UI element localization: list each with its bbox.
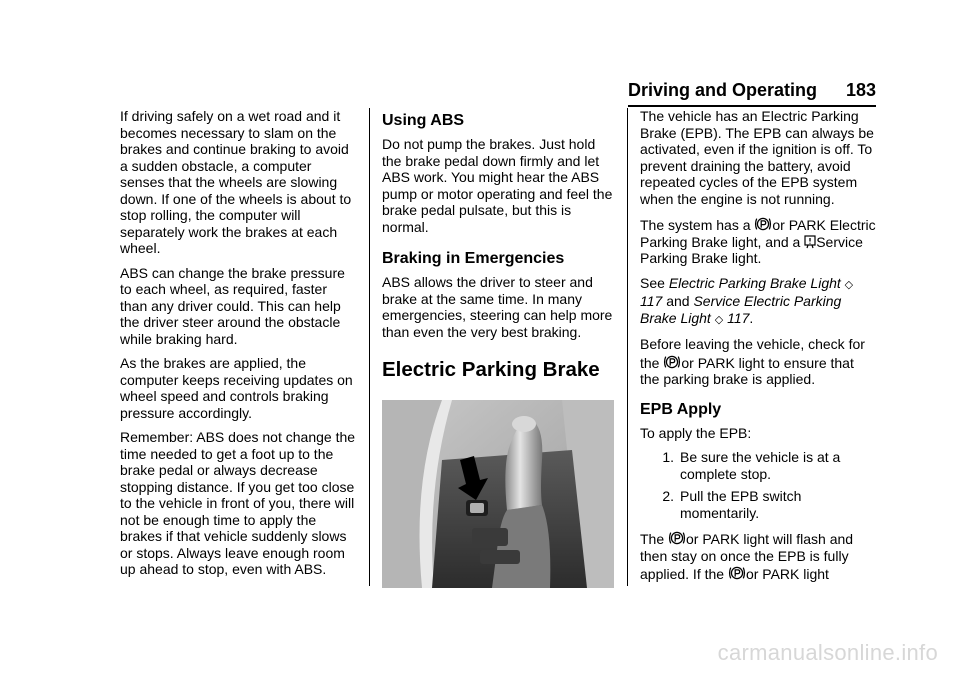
page-number: 183 xyxy=(845,80,876,100)
heading-epb-apply: EPB Apply xyxy=(640,400,722,418)
header-rule xyxy=(628,105,876,107)
paragraph: ABS can change the brake pressure to each wheel, as required, faster than any driver could. This can help the driver steer around the obstacle while braking hard. xyxy=(120,264,345,347)
reference-arrow-icon: ◇ xyxy=(844,278,854,291)
paragraph: See Electric Parking Brake Light ◇ 117 and Service Electric Parking Brake Light ◇ 117. xyxy=(640,274,854,326)
park-brake-icon xyxy=(754,215,772,233)
reference-link[interactable]: Service Electric Parking Brake Light xyxy=(640,293,842,326)
paragraph: As the brakes are applied, the computer keeps receiving updates on wheel speed and controls braking pressure accordingly. xyxy=(120,355,353,421)
paragraph: ABS allows the driver to steer and brake at the same time. In many emergencies, steering can help more than even the very best braking. xyxy=(382,274,613,340)
watermark: carmanualsonline.info xyxy=(717,640,938,665)
paragraph: Do not pump the brakes. Just hold the brake pedal down firmly and let ABS work. You might hear the ABS pump or motor operating and feel the brake pedal pulsate, but this is normal. xyxy=(382,136,613,235)
reference-page[interactable]: 117 xyxy=(727,309,750,326)
park-brake-icon xyxy=(663,353,681,371)
paragraph: Remember: ABS does not change the time needed to get a foot up to the brake pedal or always decrease stopping distance. If you get too close to the vehicle in front of you, there will not be enough time to apply the brakes if that vehicle suddenly slows or stops. Always leave enough room up ahead to stop, even with ABS. xyxy=(120,429,356,577)
heading-using-abs: Using ABS xyxy=(382,112,465,129)
steps-list xyxy=(640,449,876,521)
heading-braking-emergencies: Braking in Emergencies xyxy=(382,250,565,267)
paragraph: To apply the EPB: xyxy=(640,424,752,441)
section-title: Driving and Operating xyxy=(628,80,818,100)
page-header xyxy=(628,80,876,101)
reference-page[interactable]: 117 xyxy=(640,293,663,309)
paragraph: The vehicle has an Electric Parking Brake (EPB). The EPB can always be activated, even if the ignition is off. To prevent draining the battery, avoid repeated cycles of the EPB system when the engine is not running. xyxy=(640,108,874,207)
park-brake-icon xyxy=(668,529,686,547)
list-item: 1. Be sure the vehicle is at a complete stop. xyxy=(662,449,841,482)
epb-switch-photo xyxy=(382,400,614,588)
column-3 xyxy=(640,108,876,591)
paragraph: The system has a or PARK Electric Parking Brake light, and a Service Parking Brake light. xyxy=(640,217,876,266)
reference-arrow-icon: ◇ xyxy=(714,313,724,326)
column-divider xyxy=(627,108,628,586)
list-item: 2. Pull the EPB switch momentarily. xyxy=(662,488,802,521)
park-brake-icon xyxy=(728,564,746,582)
column-1 xyxy=(120,108,358,586)
column-divider xyxy=(369,108,370,586)
reference-link[interactable]: Electric Parking Brake Light xyxy=(668,274,841,291)
column-2 xyxy=(382,108,616,588)
paragraph: Before leaving the vehicle, check for the or PARK light to ensure that the parking brake is applied. xyxy=(640,336,865,387)
paragraph: The or PARK light will flash and then stay on once the EPB is fully applied. If the or PARK light xyxy=(640,531,854,582)
paragraph: If driving safely on a wet road and it becomes necessary to slam on the brakes and continue braking to avoid a sudden obstacle, a computer senses that the wheels are slowing down. If one of the wheels is about to stop rolling, the computer will separately work the brakes at each wheel. xyxy=(120,108,352,256)
service-brake-icon xyxy=(804,235,816,249)
heading-electric-parking-brake: Electric Parking Brake xyxy=(382,358,600,381)
